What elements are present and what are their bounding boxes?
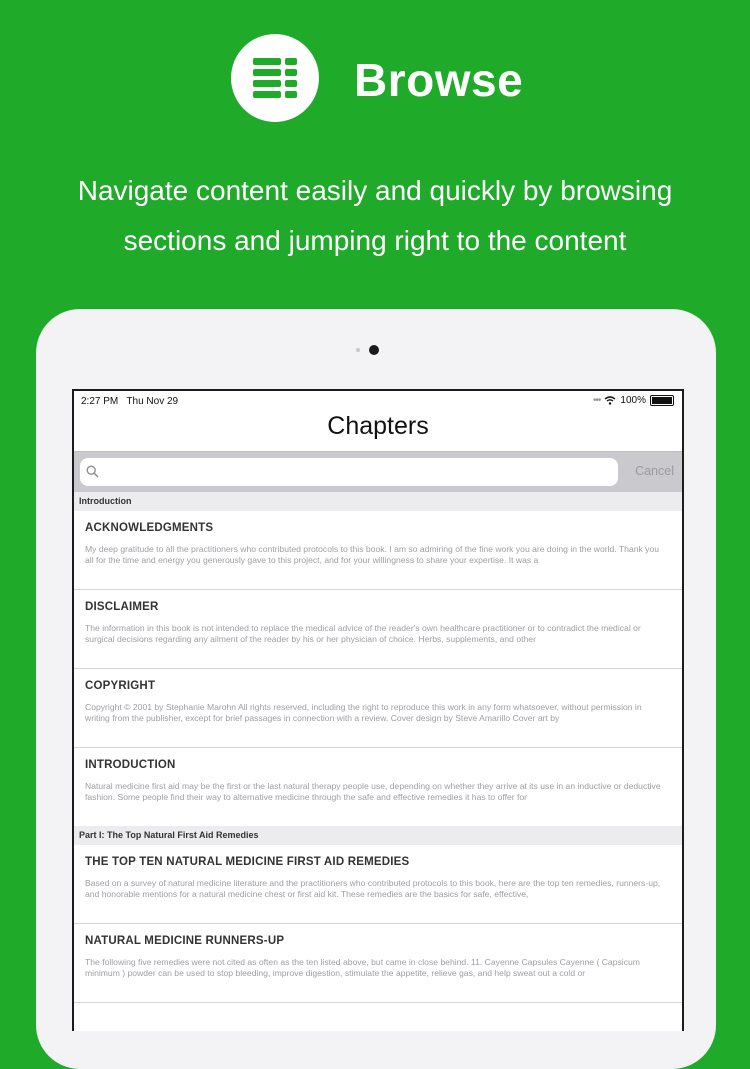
status-indicators xyxy=(593,395,674,406)
front-camera xyxy=(369,345,379,355)
battery-percent: 100% xyxy=(620,395,646,406)
search-icon xyxy=(86,465,99,478)
chapter-row-copyright[interactable] xyxy=(74,669,682,748)
chapter-title: INTRODUCTION xyxy=(85,759,176,771)
status-date: Thu Nov 29 xyxy=(126,396,179,407)
section-header-introduction: Introduction xyxy=(74,492,682,511)
chapter-title: COPYRIGHT xyxy=(85,680,156,692)
tagline-line-1: Navigate content easily and quickly by browsing xyxy=(77,175,673,206)
page-title: Chapters xyxy=(327,412,429,440)
list-icon xyxy=(253,58,297,98)
section-header-part-1: Part I: The Top Natural First Aid Remedies xyxy=(74,826,682,845)
cancel-button[interactable]: Cancel xyxy=(635,464,674,478)
chapter-snippet: My deep gratitude to all the practitioners who contributed protocols to this book. I am so admiring of the fine work you are doing in the world. Thank you all for the time and energy you generously gave to this project, and for your willingness to share your expertise. It was a xyxy=(85,544,660,565)
chapter-title: THE TOP TEN NATURAL MEDICINE FIRST AID REMEDIES xyxy=(85,856,410,868)
hero-title: Browse xyxy=(354,54,524,106)
chapter-title: NATURAL MEDICINE RUNNERS-UP xyxy=(85,935,285,947)
chapter-snippet: Copyright © 2001 by Stephanie Marohn All rights reserved, including the right to reproduce this work in any form whatsoever, without permission in writing from the publisher, except for brief passages in connection with a review. Cover design by Steve Amarillo Cover art by xyxy=(85,702,642,723)
chapter-row-acknowledgments[interactable] xyxy=(74,511,682,590)
chapter-snippet: The information in this book is not intended to replace the medical advice of the reader's own healthcare practitioner or to contradict the medical or surgical decisions regarding any ailment of the reader by his or her physician of choice. Herbs, supplements, and other xyxy=(85,623,641,644)
chapter-row-introduction[interactable] xyxy=(74,748,682,826)
search-field[interactable] xyxy=(80,458,618,486)
status-bar xyxy=(74,391,682,411)
chapter-row-top-ten-remedies[interactable] xyxy=(74,845,682,924)
search-input[interactable] xyxy=(106,462,610,484)
signal-dots: ••• xyxy=(592,395,601,406)
hero-tagline xyxy=(0,166,750,266)
chapter-row-runners-up[interactable] xyxy=(74,924,682,1003)
chapter-title: DISCLAIMER xyxy=(85,601,159,613)
chapter-snippet: Based on a survey of natural medicine literature and the practitioners who contributed protocols to this book, here are the top ten remedies, runners-up, and honorable mentions for a natural medicine chest or first aid kit. These remedies are the basics for safe, effective, xyxy=(85,878,661,899)
browse-icon-badge xyxy=(231,34,319,122)
app-screen xyxy=(72,389,684,1031)
tagline-line-2: sections and jumping right to the content xyxy=(123,225,627,256)
chapter-title: ACKNOWLEDGMENTS xyxy=(85,522,214,534)
chapter-snippet: Natural medicine first aid may be the first or the last natural therapy people use, depending on whether they arrive at its use in an inductive or deductive fashion. Some people find their way to alternative medicine through the safe and effective remedies it has to offer for xyxy=(85,781,661,802)
status-time xyxy=(81,396,178,407)
chapter-list xyxy=(74,492,682,1003)
status-clock: 2:27 PM xyxy=(81,396,119,407)
wifi-icon xyxy=(604,396,616,405)
search-bar xyxy=(74,451,682,492)
chapter-snippet: The following five remedies were not cited as often as the ten listed above, but came in close behind. 11. Cayenne Capsules Cayenne ( Capsicum minimum ) powder can be used to stop bleeding, improve digestion, stimulate the appetite, relieve gas, and help sweat out a cold or xyxy=(85,957,640,978)
battery-icon xyxy=(650,395,674,406)
chapter-row-disclaimer[interactable] xyxy=(74,590,682,669)
sensor-dot xyxy=(356,348,360,352)
